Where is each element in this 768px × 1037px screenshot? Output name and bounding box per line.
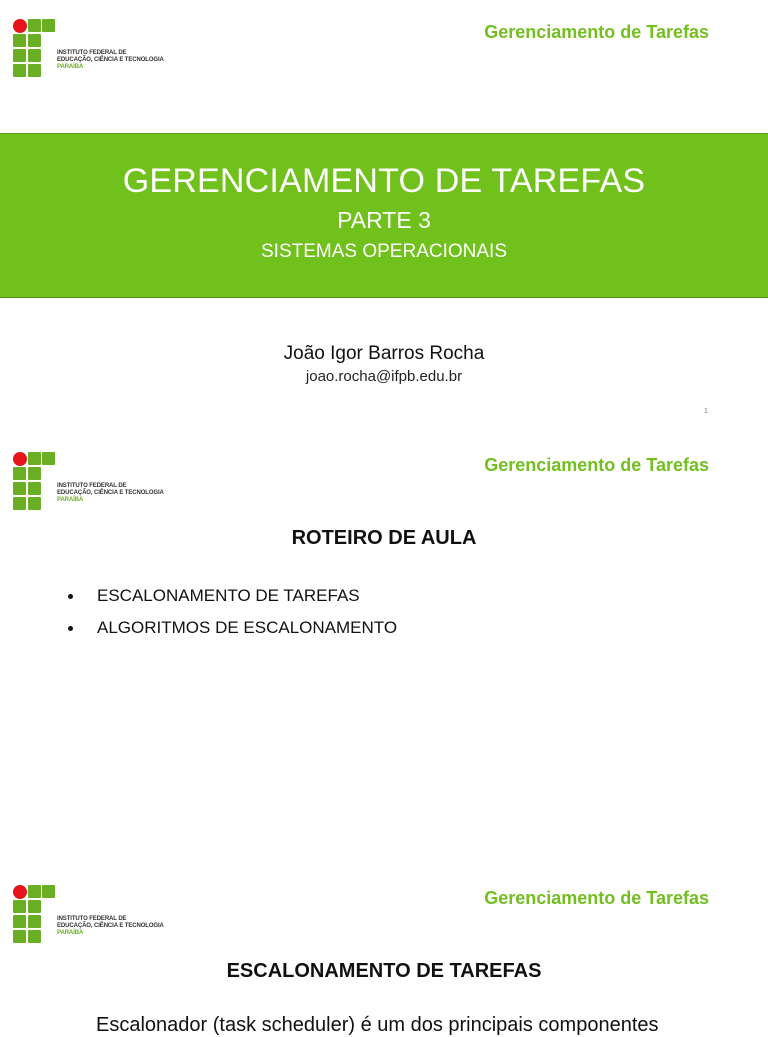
logo-red-dot bbox=[13, 885, 27, 899]
list-item: ALGORITMOS DE ESCALONAMENTO bbox=[68, 617, 397, 649]
author-email: joao.rocha@ifpb.edu.br bbox=[305, 368, 463, 385]
bullet-icon bbox=[68, 626, 73, 631]
list-item: ESCALONAMENTO DE TAREFAS bbox=[68, 585, 397, 617]
logo-text: INSTITUTO FEDERAL DE EDUCAÇÃO, CIÊNCIA E TECNOLOGIA PARAÍBA bbox=[57, 50, 164, 70]
presentation-part: PARTE 3 bbox=[337, 207, 431, 233]
presentation-subject: SISTEMAS OPERACIONAIS bbox=[261, 241, 507, 262]
ifpb-logo bbox=[13, 885, 173, 945]
title-banner bbox=[0, 133, 768, 298]
slide-2 bbox=[0, 433, 768, 866]
logo-text: INSTITUTO FEDERAL DE EDUCAÇÃO, CIÊNCIA E TECNOLOGIA PARAÍBA bbox=[57, 916, 164, 936]
ifpb-logo bbox=[13, 19, 173, 79]
header-title: Gerenciamento de Tarefas bbox=[484, 888, 709, 908]
header-title: Gerenciamento de Tarefas bbox=[484, 455, 709, 475]
slide-3 bbox=[0, 866, 768, 1036]
slide-1 bbox=[0, 0, 768, 433]
header-title: Gerenciamento de Tarefas bbox=[484, 22, 709, 42]
section-title: ROTEIRO DE AULA bbox=[291, 527, 477, 549]
page-number: 1 bbox=[704, 408, 708, 415]
bullet-list bbox=[68, 585, 397, 649]
author-name: João Igor Barros Rocha bbox=[283, 343, 485, 364]
body-text: Escalonador (task scheduler) é um dos principais componentes bbox=[96, 1014, 659, 1036]
section-title: ESCALONAMENTO DE TAREFAS bbox=[226, 960, 542, 982]
logo-red-dot bbox=[13, 452, 27, 466]
presentation-title: GERENCIAMENTO DE TAREFAS bbox=[122, 162, 646, 200]
ifpb-logo bbox=[13, 452, 173, 512]
bullet-icon bbox=[68, 594, 73, 599]
logo-text: INSTITUTO FEDERAL DE EDUCAÇÃO, CIÊNCIA E TECNOLOGIA PARAÍBA bbox=[57, 483, 164, 503]
logo-red-dot bbox=[13, 19, 27, 33]
